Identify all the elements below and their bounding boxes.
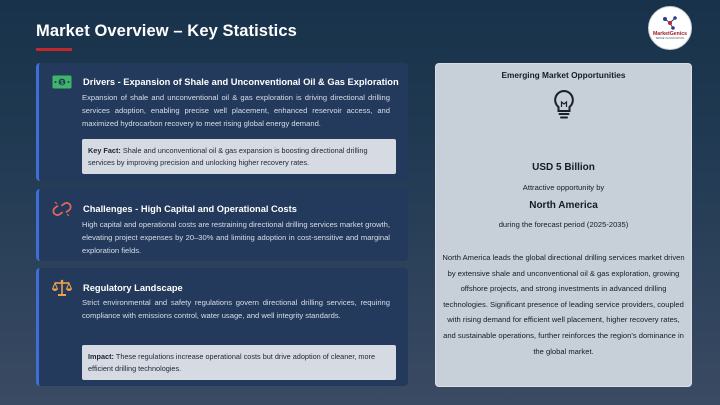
key-fact-box bbox=[82, 139, 396, 174]
challenges-title: Challenges - High Capital and Operational Costs bbox=[83, 204, 297, 214]
money-bill-icon bbox=[51, 73, 73, 91]
key-fact-label: Key Fact: bbox=[88, 146, 121, 155]
page-title: Market Overview – Key Statistics bbox=[36, 22, 297, 40]
svg-text:$: $ bbox=[60, 80, 64, 87]
opportunity-description: North America leads the global directional drilling services market driven by extensive shale and unconventional oil & gas exploration, growing offshore projects, and strong investments in advanced drilling technologies. Significant presence of leading service providers, coupled with rising demand for efficient well placement, higher recovery rates, and sustainable operations, further reinforces the region's dominance in the global market. bbox=[442, 253, 685, 356]
challenges-card bbox=[36, 189, 408, 261]
regulatory-card bbox=[36, 268, 408, 386]
key-fact-text: Shale and unconventional oil & gas expansion is boosting directional drilling services by improving precision and unlocking higher recovery rates. bbox=[88, 146, 368, 167]
impact-text: These regulations increase operational costs but drive adoption of cleaner, more efficient drilling technologies. bbox=[88, 352, 376, 373]
challenges-body: High capital and operational costs are restraining directional drilling services market growth, elevating project expenses by 20–30% and limiting adoption in cost-sensitive and marginal exploration fields. bbox=[82, 220, 390, 255]
forecast-period: during the forecast period (2025-2035) bbox=[498, 220, 629, 229]
company-logo bbox=[648, 6, 692, 50]
opportunity-attribution: Attractive opportunity by bbox=[522, 183, 605, 192]
regulatory-body: Strict environmental and safety regulations govern directional drilling services, requiring compliance with emissions control, water usage, and well integrity standards. bbox=[82, 298, 390, 320]
broken-link-icon bbox=[51, 200, 73, 218]
molecule-network-icon bbox=[661, 15, 679, 31]
lightbulb-icon bbox=[550, 88, 578, 122]
drivers-card bbox=[36, 63, 408, 181]
title-underline bbox=[36, 48, 72, 51]
drivers-title: Drivers - Expansion of Shale and Unconventional Oil & Gas Exploration bbox=[83, 77, 399, 87]
impact-box bbox=[82, 345, 396, 380]
opportunity-region: North America bbox=[529, 200, 598, 211]
balance-scale-icon bbox=[51, 279, 73, 297]
logo-tagline: SENSE IN INNOVATION bbox=[655, 37, 685, 41]
emerging-opportunities-panel bbox=[435, 63, 692, 387]
opportunities-title: Emerging Market Opportunities bbox=[501, 70, 626, 80]
impact-label: Impact: bbox=[88, 352, 114, 361]
regulatory-title: Regulatory Landscape bbox=[83, 283, 183, 293]
drivers-body: Expansion of shale and unconventional oil & gas exploration is driving directional drilling services adoption, enabling precise well placement, enhanced reservoir access, and maximized hydrocarbon recovery to meet rising global energy demand. bbox=[82, 93, 390, 128]
logo-name: MarketGenics bbox=[652, 31, 688, 38]
opportunity-amount: USD 5 Billion bbox=[532, 162, 595, 173]
